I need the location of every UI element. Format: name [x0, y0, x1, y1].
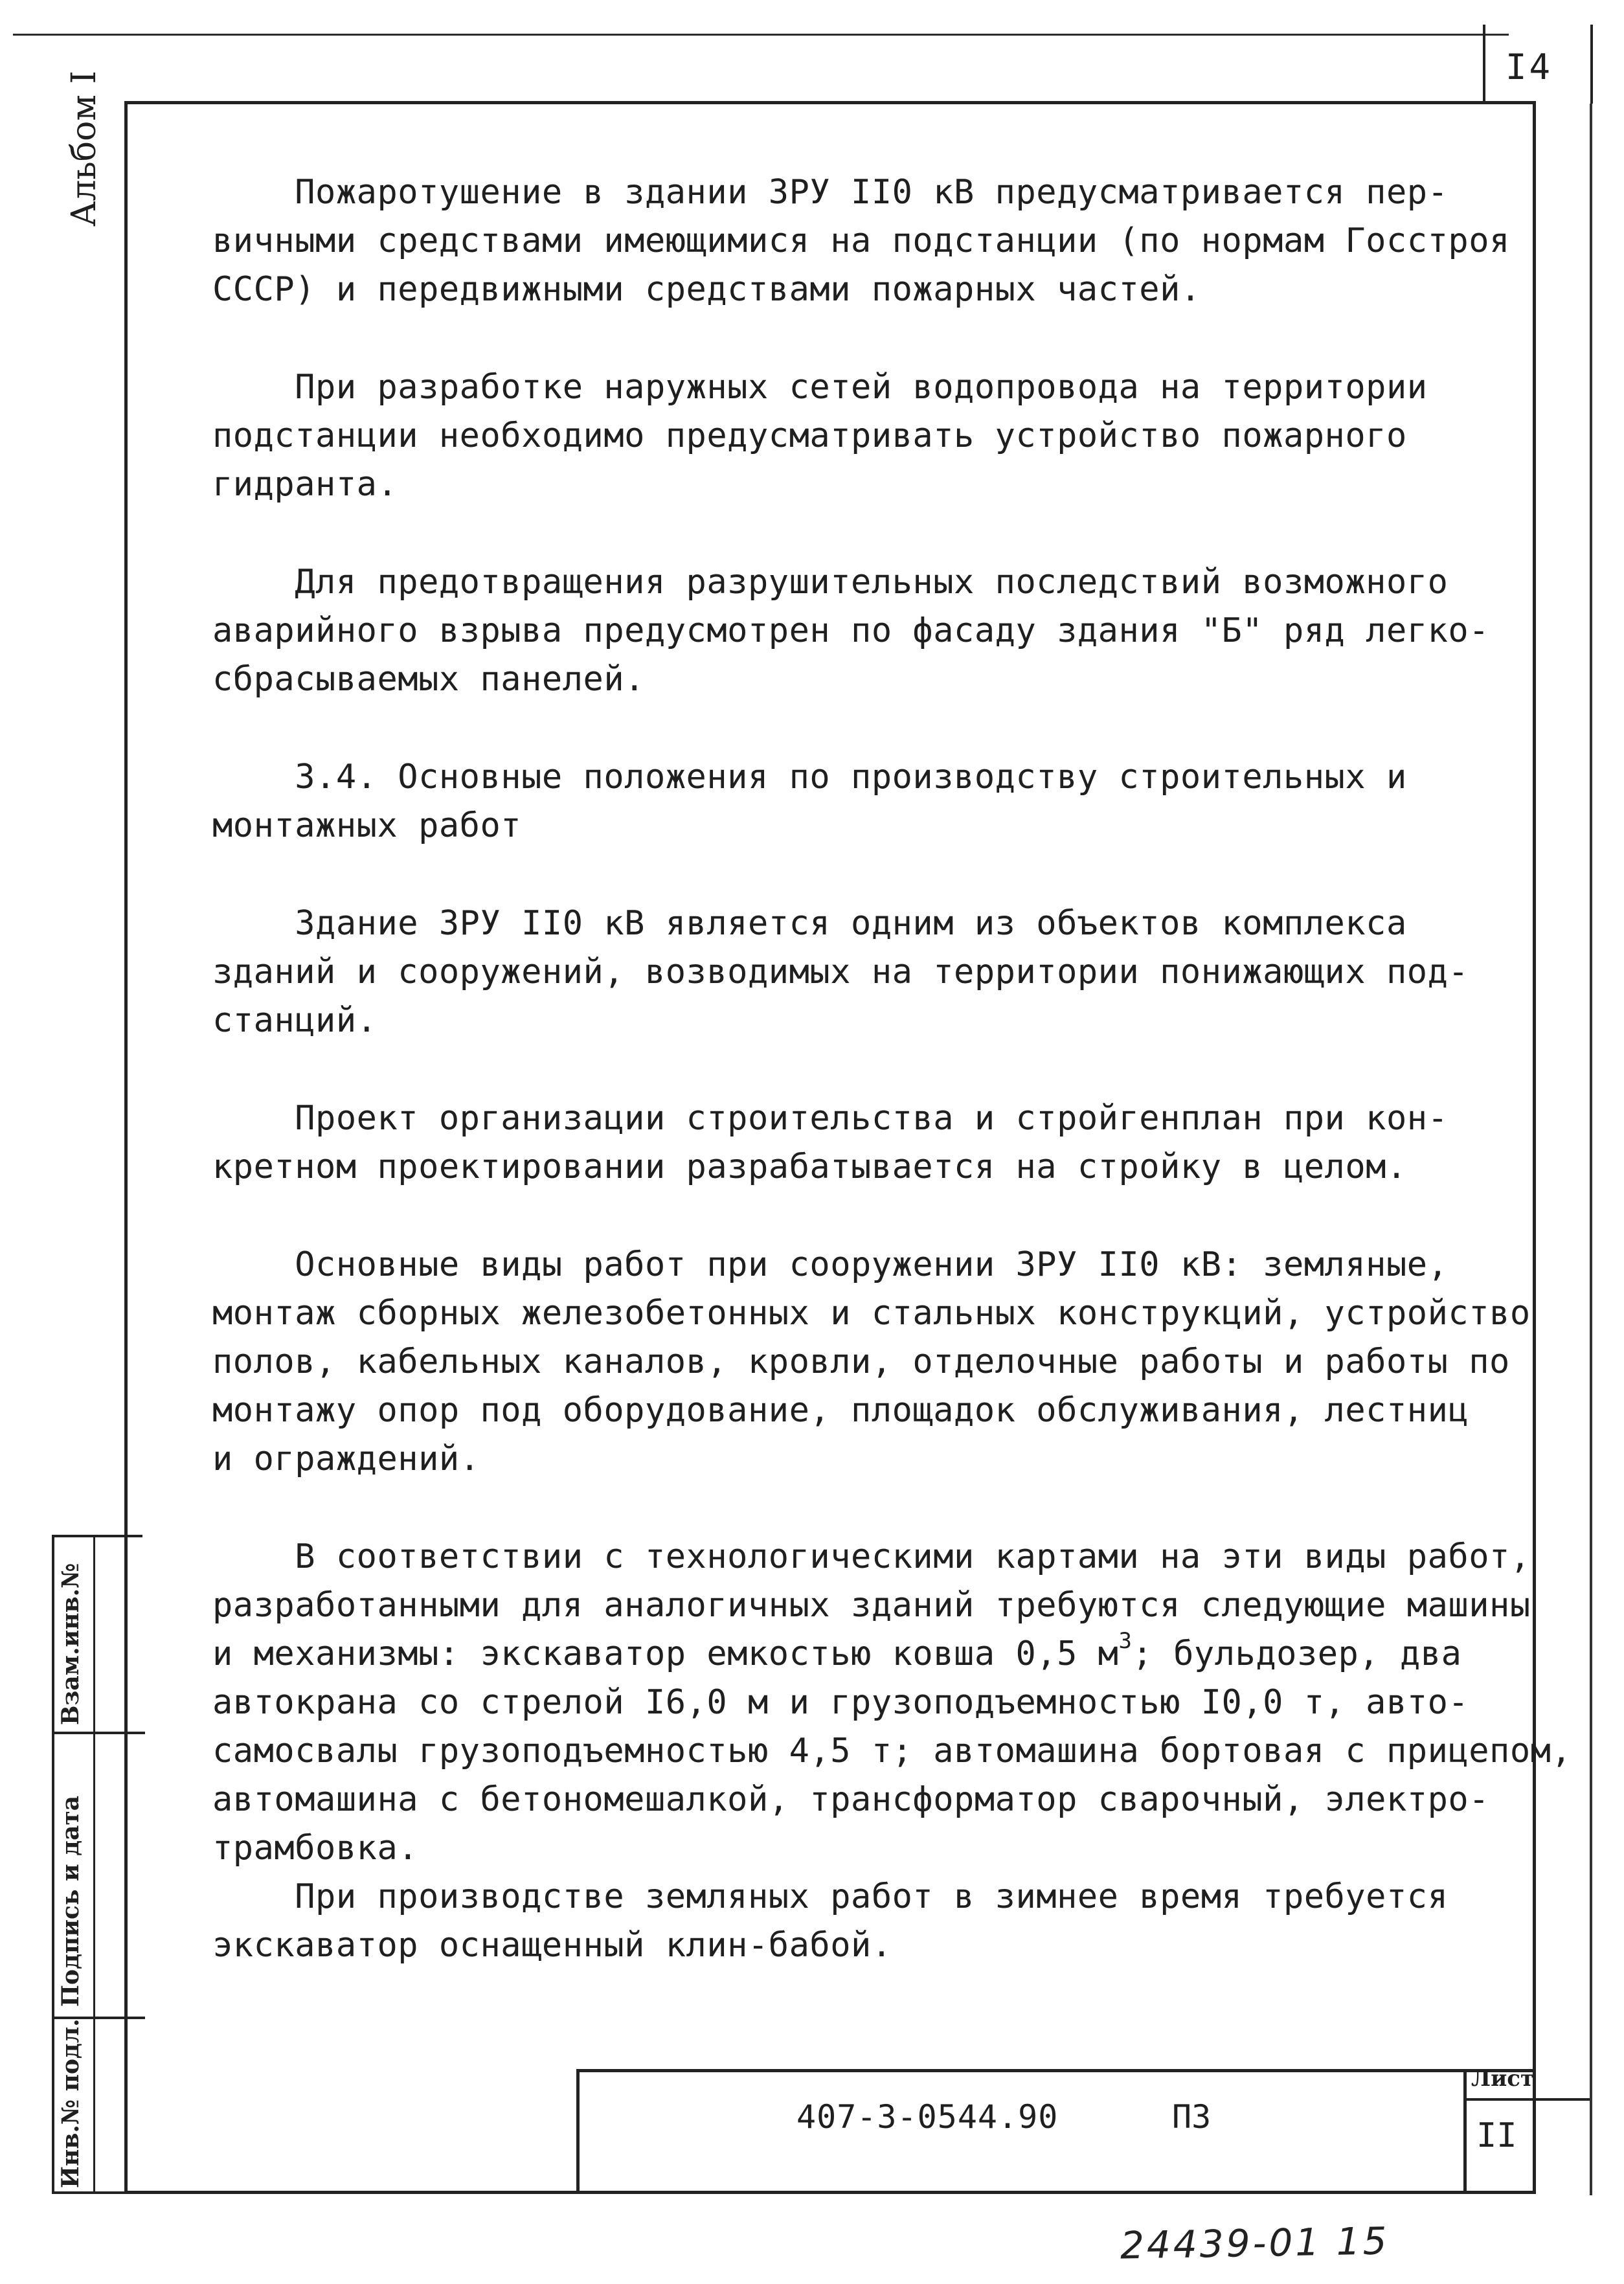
outer-right-rule	[1590, 104, 1592, 2195]
page-number: I4	[1506, 47, 1553, 87]
paragraph-building-complex: Здание ЗРУ II0 кВ является одним из объектов комплекса зданий и сооружений, возводимых на территории понижающих под- станций.	[212, 904, 1469, 1040]
approval-stamp	[52, 1535, 142, 2194]
section-heading-3-4: 3.4. Основные положения по производству строительных и монтажных работ	[212, 758, 1407, 845]
paragraph-water-supply: При разработке наружных сетей водопровода на территории подстанции необходимо предусматривать устройство пожарного гидранта.	[212, 368, 1428, 504]
stamp-label-original-inventory: Инв.№ подл.	[57, 2018, 84, 2188]
paragraph-explosion-panels: Для предотвращения разрушительных последствий возможного аварийного взрыва предусмотрен по фасаду здания "Б" ряд легко- сбрасываемых панелей.	[212, 563, 1490, 699]
paragraph-construction-project: Проект организации строительства и стройгенплан при кон- кретном проектировании разрабатывается на стройку в целом.	[212, 1099, 1449, 1186]
paragraph-fire-extinguishing: Пожаротушение в здании ЗРУ II0 кВ предусматривается пер- вичными средствами имеющимися на подстанции (по нормам Госстроя СССР) и передвижными средствами пожарных частей.	[212, 173, 1510, 309]
document-body	[212, 168, 1572, 2019]
album-label: Альбом I	[65, 71, 104, 227]
paragraph-machinery	[212, 1533, 1572, 1873]
handwritten-archive-number: 24439-01 15	[1120, 2219, 1390, 2268]
stamp-divider-1	[54, 1732, 145, 1734]
document-code: 407-3-0544.90	[796, 2098, 1059, 2136]
document-section: ПЗ	[1172, 2098, 1212, 2136]
machinery-text-part-2: ; бульдозер, два автокрана со стрелой I6,0 м и грузоподъемностью I0,0 т, авто- самосвалы грузоподъемностью 4,5 т; автомашина бортовая с прицепом, автомашина с бетономешалкой, трансформатор сварочный, электро- трамбовка.	[212, 1634, 1572, 1868]
top-rule	[13, 34, 1509, 36]
paragraph-work-types: Основные виды работ при сооружении ЗРУ II0 кВ: земляные, монтаж сборных железобетонных и стальных конструкций, устройство полов, кабельных каналов, кровли, отделочные работы и работы по монтажу опор под оборудование, площадок обслуживания, лестниц и ограждений.	[212, 1245, 1531, 1478]
cubic-superscript: 3	[1118, 1628, 1133, 1654]
stamp-label-signature-date: Подпись и дата	[57, 1795, 84, 2007]
stamp-label-replacement-inventory: Взам.инв.№	[57, 1563, 84, 1725]
sheet-label: Лист	[1471, 2066, 1535, 2092]
machinery-text-part-1: В соответствии с технологическими картами на эти виды работ, разработанными для аналогичных зданий требуются следующие машины и механизмы: экскаватор емкостью ковша 0,5 м	[212, 1537, 1531, 1673]
paragraph-winter-works: При производстве земляных работ в зимнее время требуется экскаватор оснащенный клин-бабой.	[212, 1877, 1449, 1965]
sheet-number: II	[1476, 2116, 1517, 2155]
sheet-divider	[1463, 2098, 1590, 2101]
